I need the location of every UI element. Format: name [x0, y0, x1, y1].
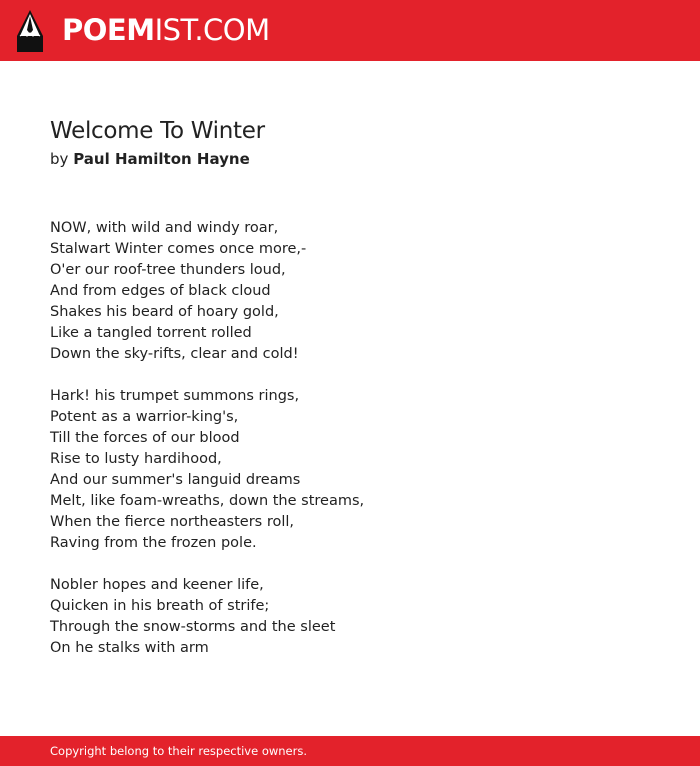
site-footer	[0, 736, 700, 766]
poem-line: Till the forces of our blood	[50, 430, 240, 446]
poem-line: NOW, with wild and windy roar,	[50, 220, 279, 236]
author-name: Paul Hamilton Hayne	[73, 150, 250, 168]
poem-line: And our summer's languid dreams	[50, 472, 301, 488]
poem-line: Shakes his beard of hoary gold,	[50, 304, 279, 320]
poem-line: Nobler hopes and keener life,	[50, 577, 264, 593]
brand-light: IST.COM	[154, 13, 270, 47]
poem-line: Like a tangled torrent rolled	[50, 325, 252, 341]
byline	[50, 146, 650, 172]
pen-nib-icon[interactable]	[17, 10, 43, 52]
poem-line: Stalwart Winter comes once more,-	[50, 241, 307, 257]
poem-line: On he stalks with arm	[50, 640, 209, 656]
by-label: by	[50, 150, 69, 168]
stanza	[50, 218, 650, 365]
poem-line: O'er our roof-tree thunders loud,	[50, 262, 286, 278]
poem-line: Quicken in his breath of strife;	[50, 598, 270, 614]
site-brand[interactable]	[62, 13, 270, 47]
site-header	[0, 0, 700, 61]
poem-body	[50, 218, 650, 680]
brand-bold: POEM	[62, 13, 155, 47]
copyright-text: Copyright belong to their respective owners.	[50, 744, 308, 758]
poem-line: Down the sky-rifts, clear and cold!	[50, 346, 299, 362]
poem-line: Hark! his trumpet summons rings,	[50, 388, 300, 404]
poem-title: Welcome To Winter	[50, 118, 265, 144]
poem-heading	[50, 116, 650, 172]
poem-line: Potent as a warrior-king's,	[50, 409, 239, 425]
poem-line: Through the snow-storms and the sleet	[50, 619, 336, 635]
poem-line: And from edges of black cloud	[50, 283, 271, 299]
stanza	[50, 386, 650, 554]
poem-line: Melt, like foam-wreaths, down the streams,	[50, 493, 365, 509]
poem-line: Rise to lusty hardihood,	[50, 451, 222, 467]
poem-line: Raving from the frozen pole.	[50, 535, 257, 551]
stanza	[50, 575, 650, 659]
poem-line: When the fierce northeasters roll,	[50, 514, 295, 530]
